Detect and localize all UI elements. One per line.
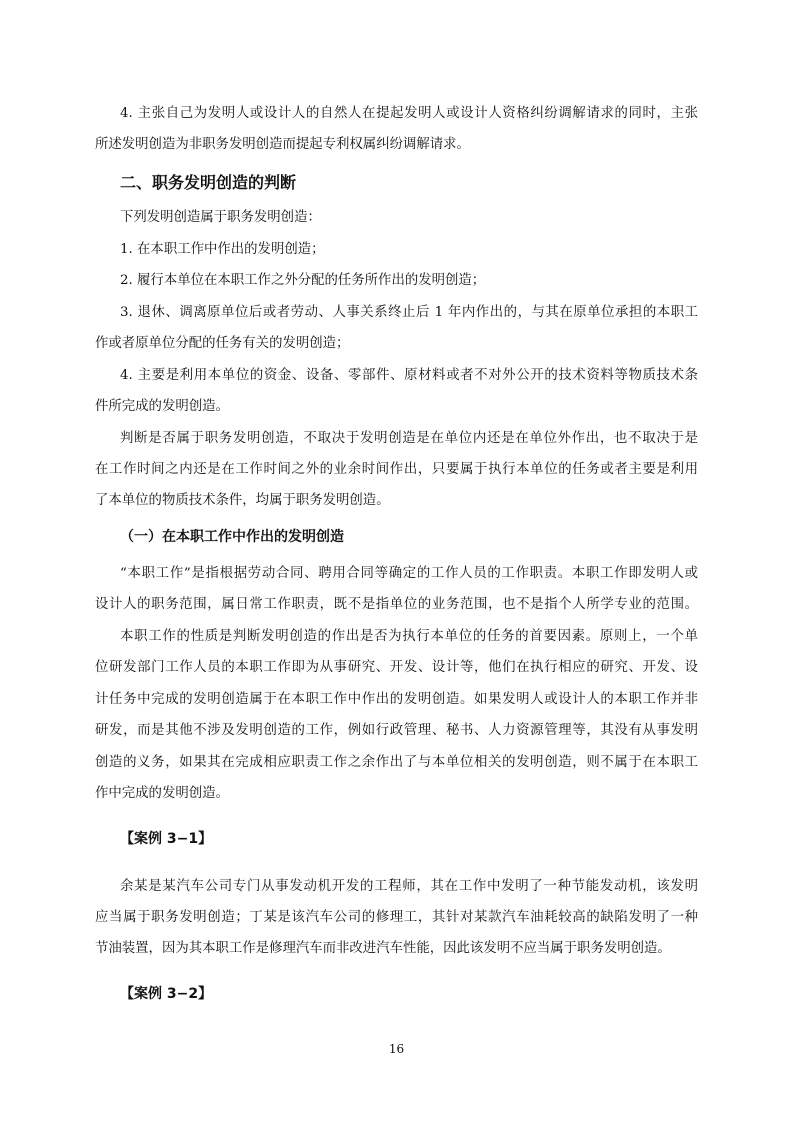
list-item: 3. 退休、调离原单位后或者劳动、人事关系终止后 1 年内作出的，与其在原单位承担的本职工 [120, 305, 698, 320]
paragraph-line: 研发，而是其他不涉及发明创造的工作，例如行政管理、秘书、人力资源管理等，其没有从事发明 [95, 723, 698, 738]
case-text-line: 应当属于职务发明创造；丁某是该汽车公司的修理工，其针对某款汽车油耗较高的缺陷发明了一种 [95, 910, 698, 925]
paragraph-line: 创造的义务，如果其在完成相应职责工作之余作出了与本单位相关的发明创造，则不属于在本职工 [95, 755, 698, 770]
paragraph-line: “本职工作”是指根据劳动合同、聘用合同等确定的工作人员的工作职责。本职工作即发明人或 [120, 566, 698, 581]
paragraph-line: 本职工作的性质是判断发明创造的作出是否为执行本单位的任务的首要因素。原则上，一个单 [120, 629, 698, 644]
list-item: 2. 履行本单位在本职工作之外分配的任务所作出的发明创造； [120, 273, 486, 288]
case-text-line: 节油装置，因为其本职工作是修理汽车而非改进汽车性能，因此该发明不应当属于职务发明创造。 [95, 941, 671, 956]
paragraph-line: 位研发部门工作人员的本职工作即为从事研究、开发、设计等，他们在执行相应的研究、开发、设 [95, 660, 698, 675]
paragraph-line: 设计人的职务范围，属日常工作职责，既不是指单位的业务范围，也不是指个人所学专业的范围。 [95, 597, 698, 612]
paragraph-line: 下列发明创造属于职务发明创造： [120, 210, 321, 225]
section-heading: 二、职务发明创造的判断 [120, 173, 297, 192]
paragraph-line: 4. 主张自己为发明人或设计人的自然人在提起发明人或设计人资格纠纷调解请求的同时，主张 [120, 106, 698, 121]
case-label: 【案例 3−2】 [120, 986, 213, 1002]
paragraph-line: 在工作时间之内还是在工作时间之外的业余时间作出，只要属于执行本单位的任务或者主要是利用 [95, 462, 698, 477]
list-item: 4. 主要是利用本单位的资金、设备、零部件、原材料或者不对外公开的技术资料等物质技术条 [120, 368, 698, 383]
page-number: 16 [388, 1042, 405, 1056]
case-text-line: 余某是某汽车公司专门从事发动机开发的工程师，其在工作中发明了一种节能发动机，该发明 [120, 879, 698, 894]
paragraph-line: 所述发明创造为非职务发明创造而提起专利权属纠纷调解请求。 [95, 137, 470, 152]
subsection-heading: （一）在本职工作中作出的发明创造 [120, 529, 344, 545]
list-item-continuation: 件所完成的发明创造。 [95, 399, 229, 414]
paragraph-line: 作中完成的发明创造。 [95, 786, 229, 801]
list-item: 1. 在本职工作中作出的发明创造； [120, 242, 325, 257]
paragraph-line: 计任务中完成的发明创造属于在本职工作中作出的发明创造。如果发明人或设计人的本职工作并非 [95, 692, 698, 707]
list-item-continuation: 作或者原单位分配的任务有关的发明创造； [95, 336, 350, 351]
paragraph-line: 判断是否属于职务发明创造，不取决于发明创造是在单位内还是在单位外作出，也不取决于是 [120, 431, 698, 446]
case-label: 【案例 3−1】 [120, 831, 213, 847]
paragraph-line: 了本单位的物质技术条件，均属于职务发明创造。 [95, 493, 390, 508]
